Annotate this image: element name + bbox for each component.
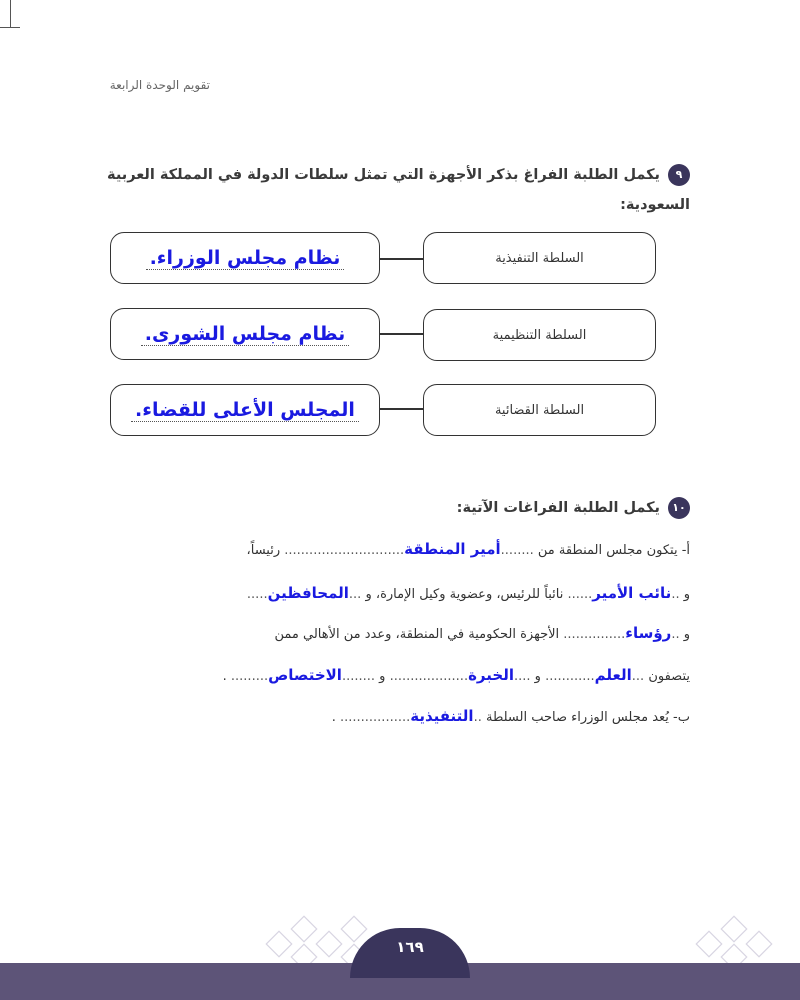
answer-text: المجلس الأعلى للقضاء. — [131, 399, 359, 422]
answer-text: نظام مجلس الشورى. — [141, 323, 349, 346]
answer-box-judicial — [110, 384, 380, 436]
authority-label: السلطة التنفيذية — [495, 250, 584, 266]
answer-box-regulatory — [110, 308, 380, 360]
connector-line — [380, 408, 423, 410]
geometric-pattern-icon — [690, 890, 800, 970]
fill-line-2: و ..نائب الأمير...... نائباً للرئيس، وعضوية وكيل الإمارة، و ...المحافظين..... — [246, 584, 690, 602]
answer-box-executive — [110, 232, 380, 284]
authority-box-judicial — [423, 384, 656, 436]
authority-label: السلطة التنظيمية — [492, 327, 587, 343]
fill-answer: المحافظين — [267, 584, 349, 602]
fill-line-4: يتصفون ...العلم............ و ....الخبرة................... و ........الاختصاص......... . — [222, 666, 690, 684]
fill-line-5: ب- يُعد مجلس الوزراء صاحب السلطة ..التنفيذية................. . — [331, 707, 690, 725]
page-number: ١٦٩ — [396, 938, 424, 956]
fill-answer: الاختصاص — [268, 666, 342, 684]
authority-box-executive — [423, 232, 656, 284]
unit-header: تقويم الوحدة الرابعة — [109, 78, 210, 92]
question-9-title — [90, 160, 690, 220]
fill-line-1: أ- يتكون مجلس المنطقة من ........أمير المنطقة............................. رئيساً، — [246, 540, 690, 558]
fill-line-3: و ..رؤساء............... الأجهزة الحكومية في المنطقة، وعدد من الأهالي ممن — [274, 624, 690, 642]
answer-text: نظام مجلس الوزراء. — [146, 247, 345, 270]
authority-box-regulatory — [423, 309, 656, 361]
fill-answer: التنفيذية — [410, 707, 474, 725]
question-10-prompt: يكمل الطلبة الفراغات الآتية: — [456, 500, 660, 516]
fill-answer: نائب الأمير — [592, 584, 672, 602]
question-10-title — [90, 493, 690, 523]
question-number-badge: ٩ — [668, 164, 690, 186]
fill-answer: الخبرة — [468, 666, 514, 684]
connector-line — [380, 258, 423, 260]
authority-label: السلطة القضائية — [494, 402, 585, 418]
fill-answer: رؤساء — [625, 624, 672, 642]
connector-line — [380, 333, 423, 335]
crop-mark-horizontal — [0, 27, 20, 28]
crop-mark-vertical — [10, 0, 11, 28]
question-9-prompt: يكمل الطلبة الفراغ بذكر الأجهزة التي تمثل سلطات الدولة في المملكة العربية السعودية: — [107, 167, 690, 213]
fill-answer: العلم — [594, 666, 632, 684]
fill-answer: أمير المنطقة — [404, 540, 501, 558]
question-number-badge: ١٠ — [668, 497, 690, 519]
